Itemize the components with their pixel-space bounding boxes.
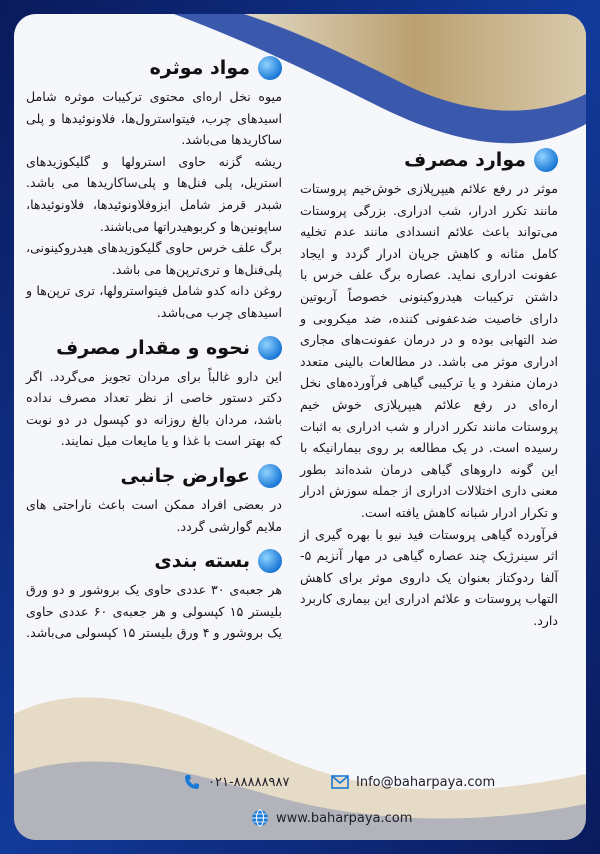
- paragraph: روغن دانه کدو شامل فیتواسترولها، تری ترپن‌ها و اسیدهای چرب می‌باشد.: [26, 283, 282, 320]
- left-column: [26, 56, 282, 656]
- email-link[interactable]: Info@baharpaya.com: [356, 774, 496, 790]
- section-title: نحوه و مقدار مصرف: [56, 336, 250, 359]
- section-title: موارد مصرف: [404, 149, 526, 171]
- section-header: [300, 148, 558, 172]
- section-header: [26, 56, 282, 80]
- section-header: [26, 336, 282, 360]
- paragraph: برگ علف خرس حاوی گلیکوزیدهای هیدروکینونی، پلی‌فنل‌ها و تری‌ترپن‌ها می باشد.: [26, 240, 282, 277]
- side-effects-section: [26, 464, 282, 537]
- paragraph: این دارو غالباً برای مردان تجویز می‌گردد. اگر دکتر دستور خاصی از نظر تعداد مصرف نداده باشد، مردان بالغ روزانه دو کپسول در دو نوبت که بهتر است با غذا و یا مایعات میل نمایند.: [26, 368, 282, 449]
- bullet-dot-icon: [258, 464, 282, 488]
- section-header: [26, 549, 282, 573]
- website-row: [250, 808, 412, 828]
- paragraph: موثر در رفع علائم هیپرپلازی خوش‌خیم پروستات مانند تکرر ادرار، شب ادراری. بزرگی پروستات می‌تواند باعث علائم انسدادی مانند عدم تخلیه کامل مثانه و کاهش جریان ادرار گردد و ایجاد عفونت ادراری نماید. عصاره برگ علف خرس با داشتن ترکیبات هیدروکینونی خصوصاً آربوتین دارای خاصیت ضدعفونی کننده، ضد میکروبی و ضد التهابی بوده و در درمان عفونت‌های مجاری ادراری موثر می باشد. در مطالعات بالینی متعدد درمان منفرد و یا ترکیبی گیاهی فرآورده‌های نخل اره‌ای در رفع علائم هیپرپلازی خوش خیم پروستات مانند تکرر ادرار و شب ادراری به اثبات رسیده است. در یک مطالعه بر روی بیمارانیکه با این گونه داروهای گیاهی درمان شده‌اند بطور معنی داری اختلالات ادراری از جمله سوزش ادرار و تکرار ادرار شبانه کاهش یافته است.: [300, 181, 558, 520]
- bullet-dot-icon: [258, 336, 282, 360]
- phone-icon: [182, 772, 202, 792]
- packaging-section: [26, 549, 282, 644]
- effective-substances-section: [26, 56, 282, 324]
- section-header: [26, 464, 282, 488]
- phone-number[interactable]: ۰۲۱-۸۸۸۸۸۹۸۷: [208, 774, 290, 790]
- section-title: مواد موثره: [149, 57, 250, 79]
- paragraph: فرآورده گیاهی پروستات فید نیو با بهره گیری از اثر سینرژیک چند عصاره گیاهی در مهار آنزیم ۵-آلفا ردوکتاز بعنوان یک داروی موثر برای کاهش التهاب پروستات و علائم ادراری این بیماری کاربرد دارد.: [300, 526, 558, 628]
- right-column: [300, 148, 558, 643]
- section-title: بسته بندی: [154, 550, 250, 573]
- envelope-icon: [330, 772, 350, 792]
- paragraph: میوه نخل اره‌ای محتوی ترکیبات موثره شامل اسیدهای چرب، فیتواسترول‌ها، فلاونوئیدها و پلی ساکاریدها می‌باشد.: [26, 89, 282, 148]
- phone-row: [182, 772, 290, 792]
- paragraph: هر جعبه‌ی ۳۰ عددی حاوی یک بروشور و دو ورق بلیستر ۱۵ کپسولی و هر جعبه‌ی ۶۰ عددی حاوی یک بروشور و ۴ ورق بلیستر ۱۵ کپسولی می‌باشد.: [26, 582, 282, 641]
- indications-section: [300, 148, 558, 631]
- paragraph: در بعضی افراد ممکن است باعث ناراحتی های ملایم گوارشی گردد.: [26, 496, 282, 534]
- bullet-dot-icon: [258, 549, 282, 573]
- usage-section: [26, 336, 282, 452]
- paragraph: ریشه گزنه حاوی استرولها و گلیکوزیدهای استریل، پلی فنل‌ها و پلی‌ساکاریدها می باشد. شبدر قرمز شامل ایزوفلاونوئیدها، فلاونوئیدها، ساپونین‌ها و کربوهیدراتها می‌باشند.: [26, 153, 282, 234]
- email-row: [330, 772, 495, 792]
- globe-icon: [250, 808, 270, 828]
- bullet-dot-icon: [534, 148, 558, 172]
- website-link[interactable]: www.baharpaya.com: [276, 810, 413, 826]
- bullet-dot-icon: [258, 56, 282, 80]
- section-title: عوارض جانبی: [120, 464, 250, 487]
